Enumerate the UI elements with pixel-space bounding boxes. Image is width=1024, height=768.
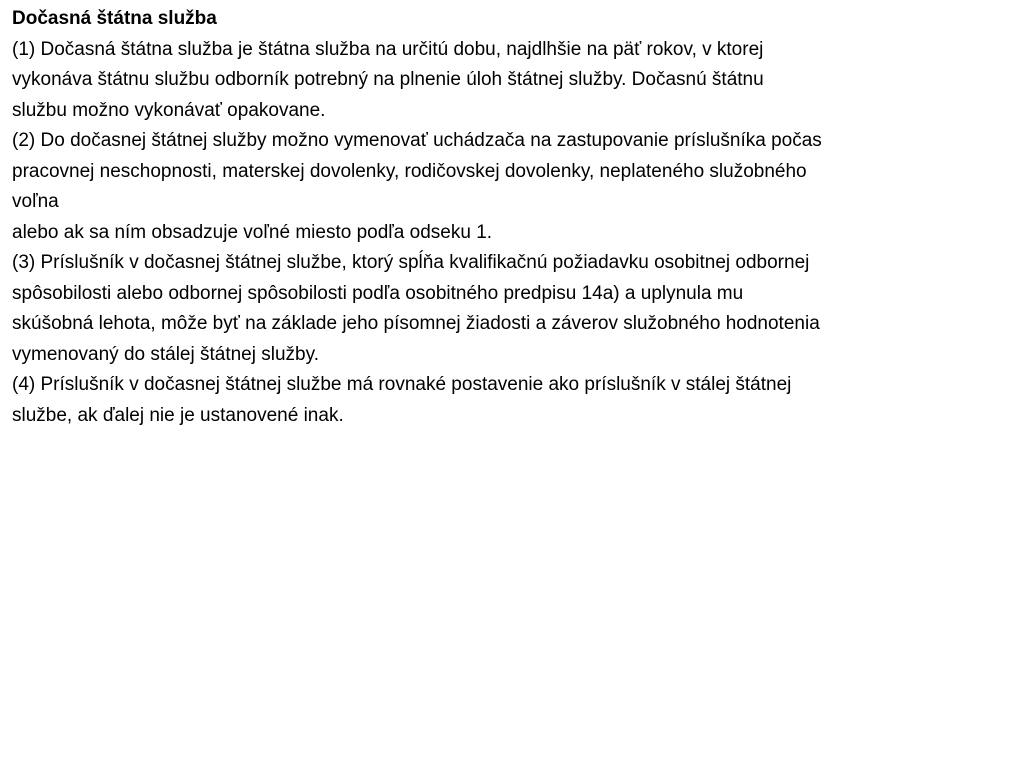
paragraph-3: (3) Príslušník v dočasnej štátnej službe, ktorý spĺňa kvalifikačnú požiadavku osobitnej odbornej spôsobilosti alebo odbornej spôsobilosti podľa osobitného predpisu 14a) a uplynula mu skúšobná lehota, môže byť na základe jeho písomnej žiadosti a záverov služobného hodnotenia vymenovaný do stálej štátnej služby.: [12, 252, 820, 365]
paragraph-2: (2) Do dočasnej štátnej služby možno vymenovať uchádzača na zastupovanie príslušníka počas pracovnej neschopnosti, materskej dovolenky, rodičovskej dovolenky, neplateného služobného voľna alebo ak sa ním obsadzuje voľné miesto podľa odseku 1.: [12, 130, 822, 243]
page-title: Dočasná štátna služba: [12, 8, 217, 29]
paragraph-4: (4) Príslušník v dočasnej štátnej službe má rovnaké postavenie ako príslušník v stálej štátnej službe, ak ďalej nie je ustanovené inak.: [12, 374, 792, 426]
paragraph-1: (1) Dočasná štátna služba je štátna služba na určitú dobu, najdlhšie na päť rokov, v ktorej vykonáva štátnu službu odborník potrebný na plnenie úloh štátnej služby. Dočasnú štátnu službu možno vykonávať opakovane.: [12, 38, 764, 121]
